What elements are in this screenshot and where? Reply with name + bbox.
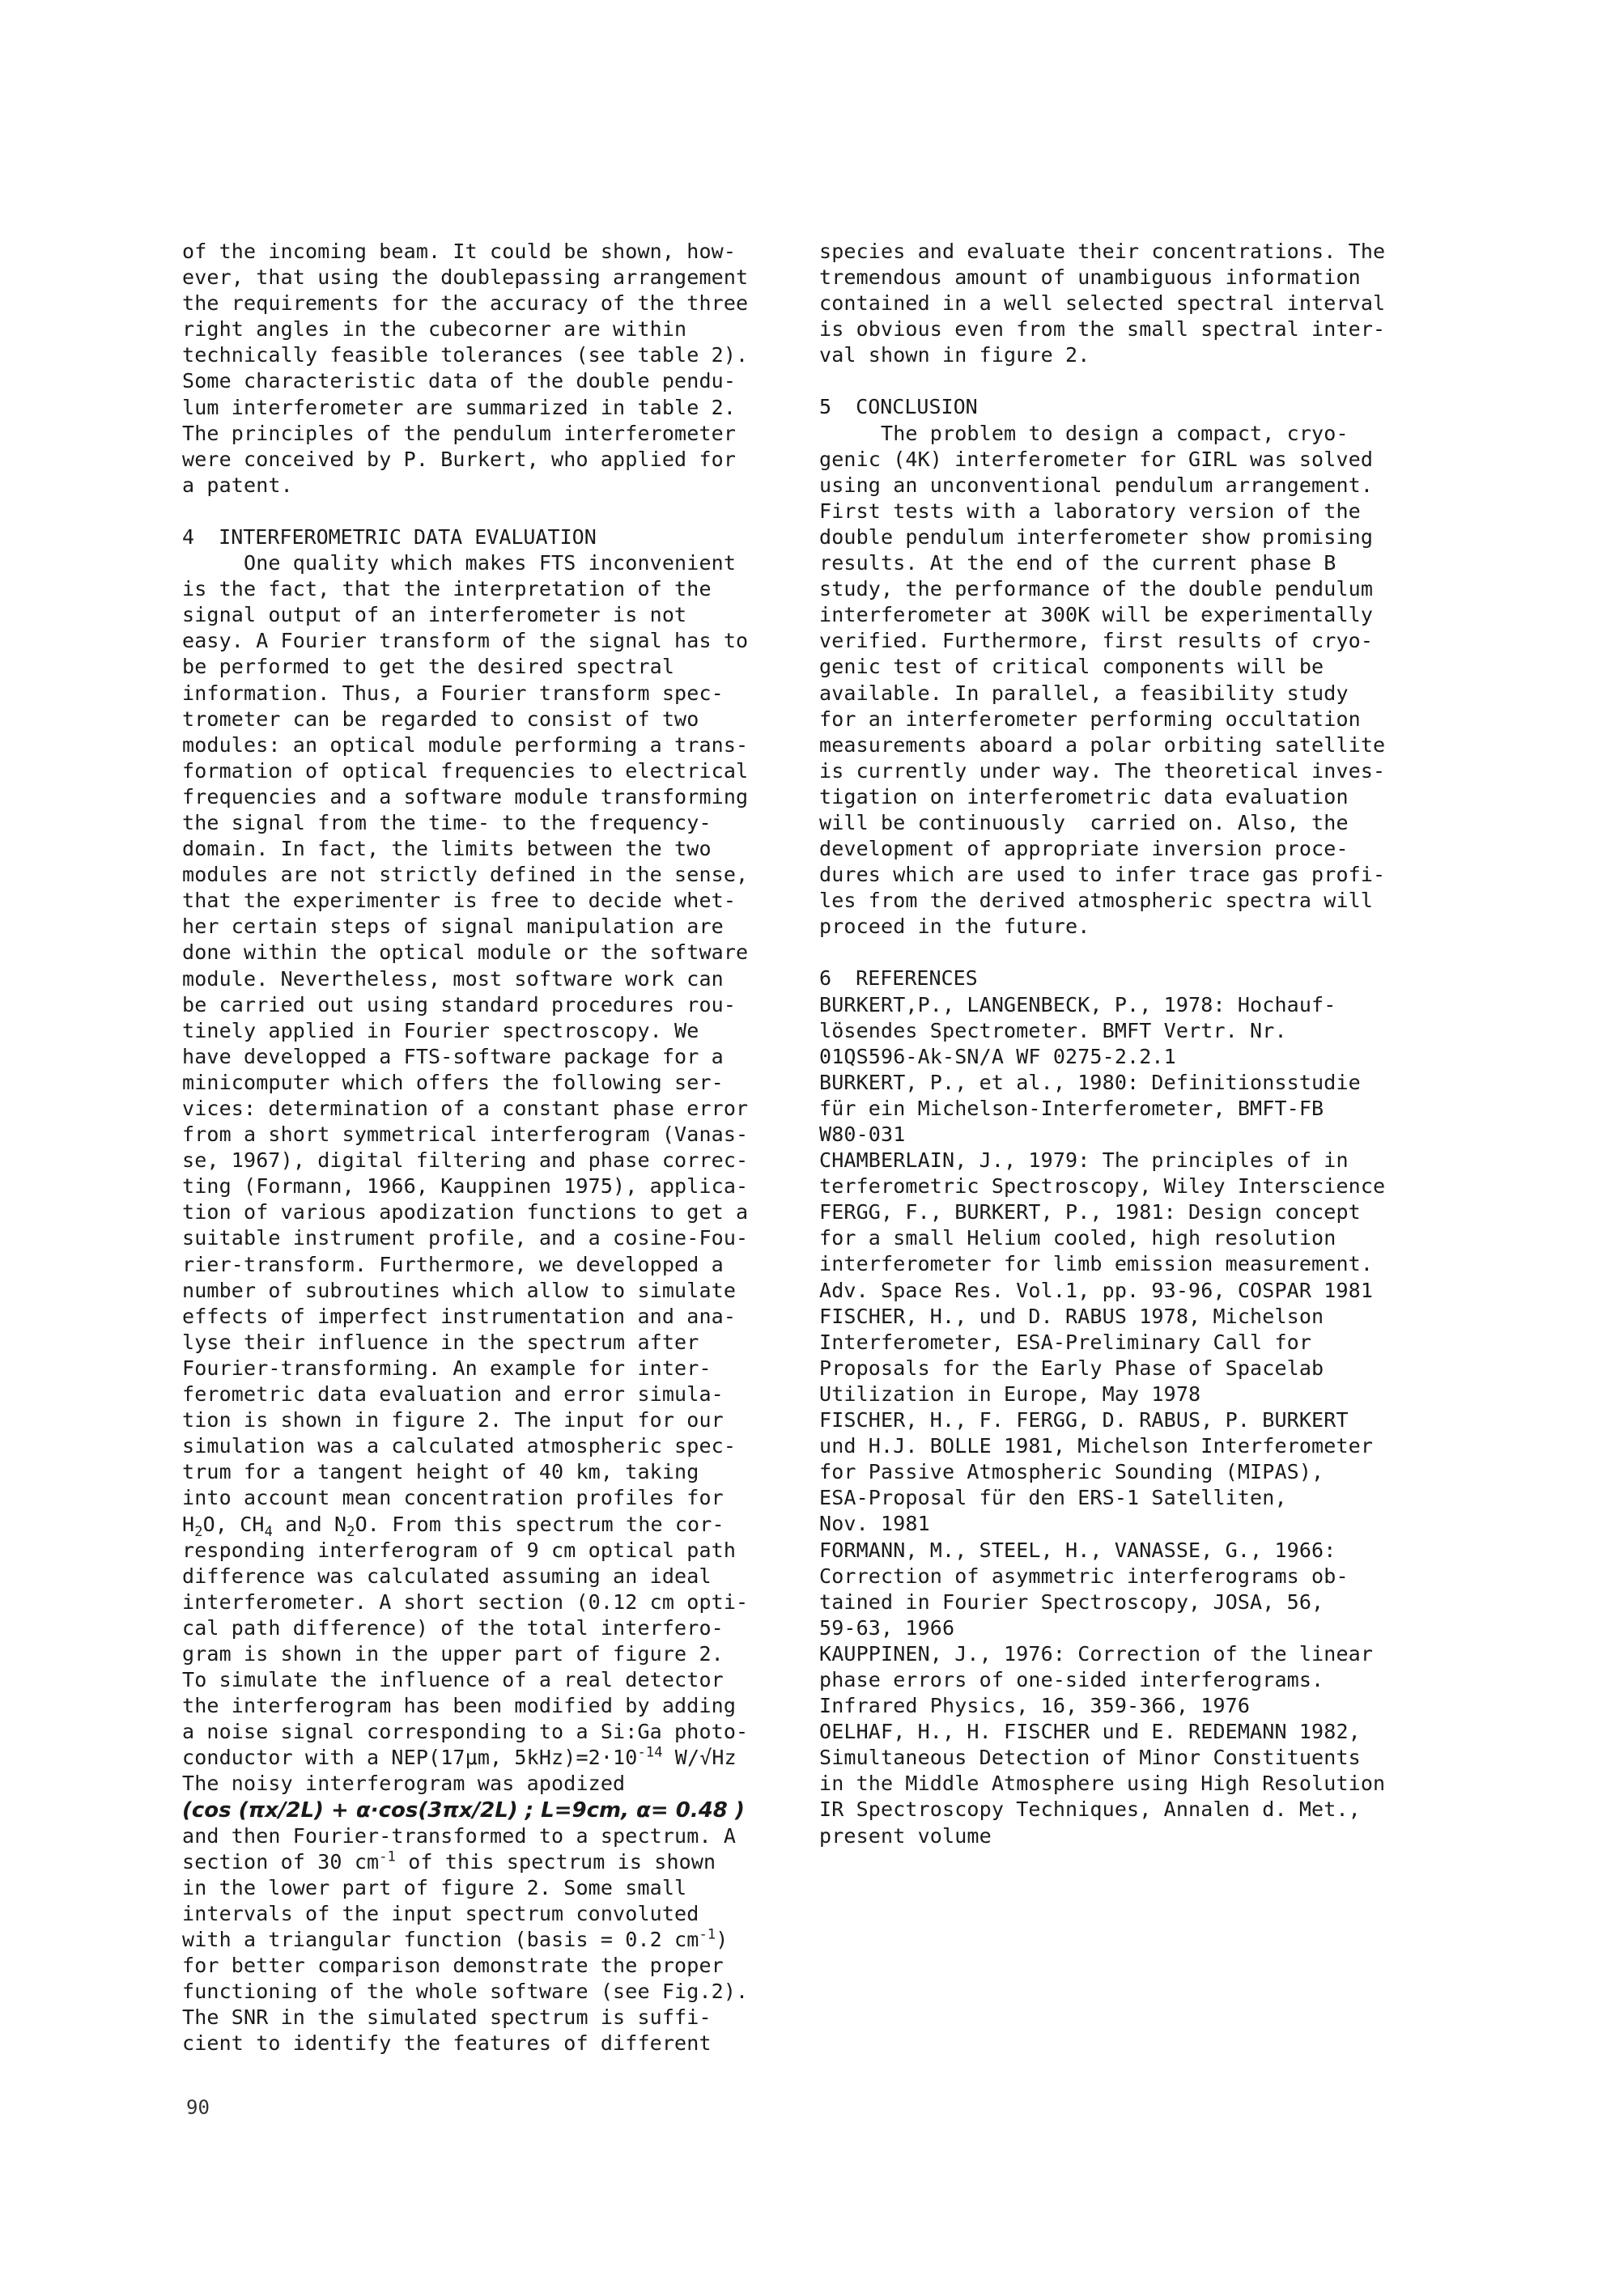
text-line: To simulate the influence of a real detector	[182, 1668, 724, 1692]
text-line: and then Fourier-transformed to a spectrum. A	[182, 1823, 737, 1848]
text-line: suitable instrument profile, and a cosine-Fou-	[182, 1226, 749, 1250]
reference-line: BURKERT,P., LANGENBECK, P., 1978: Hochauf-	[819, 992, 1336, 1016]
reference-line: in the Middle Atmosphere using High Resolution	[819, 1772, 1386, 1796]
reference-line: lösendes Spectrometer. BMFT Vertr. Nr.	[819, 1018, 1287, 1042]
text-line: dures which are used to infer trace gas profi-	[819, 863, 1386, 887]
section-4-body-e	[182, 1953, 780, 2056]
section-4-body-b	[182, 1538, 780, 1746]
text-line: study, the performance of the double pendulum	[819, 577, 1374, 601]
reference-line: present volume	[819, 1823, 992, 1848]
section-4-body-c	[182, 1823, 780, 1849]
reference-line: IR Spectroscopy Techniques, Annalen d. Met.,	[819, 1797, 1361, 1822]
text-line: modules are not strictly defined in the sense,	[182, 863, 749, 887]
text-line: cal path difference) of the total interfero-	[182, 1615, 724, 1640]
text-line: tremendous amount of unambiguous information	[819, 265, 1361, 290]
text-line: of the incoming beam. It could be shown, how-	[182, 240, 737, 263]
text-line: genic (4K) interferometer for GIRL was solved	[819, 447, 1374, 471]
text-line: be carried out using standard procedures rou-	[182, 992, 737, 1016]
text-line: tinely applied in Fourier spectroscopy. We	[182, 1018, 699, 1042]
text-line: from a short symmetrical interferogram (Vanas-	[182, 1123, 749, 1147]
reference-line: Correction of asymmetric interferograms ob-	[819, 1564, 1349, 1588]
section-6-heading: 6 REFERENCES	[819, 966, 978, 991]
reference-line: Proposals for the Early Phase of Spacelab	[819, 1356, 1324, 1380]
text-line: the requirements for the accuracy of the three	[182, 291, 749, 316]
reference-line: für ein Michelson-Interferometer, BMFT-FB	[819, 1096, 1324, 1120]
reference-line: Interferometer, ESA-Preliminary Call for	[819, 1330, 1312, 1354]
text-line: the signal from the time- to the frequency-	[182, 810, 712, 834]
text-line: domain. In fact, the limits between the two	[182, 837, 712, 861]
text-line: is obvious even from the small spectral inter-	[819, 317, 1386, 342]
text-line: se, 1967), digital filtering and phase correc-	[182, 1148, 749, 1173]
reference-line: Adv. Space Res. Vol.1, pp. 93-96, COSPAR 1981	[819, 1278, 1374, 1302]
text-line: in the lower part of figure 2. Some small	[182, 1875, 687, 1899]
conclusion-body	[819, 421, 1434, 940]
text-line: tion is shown in figure 2. The input for our	[182, 1408, 724, 1432]
text-line: frequencies and a software module transforming	[182, 784, 749, 808]
text-line: lyse their influence in the spectrum after	[182, 1330, 699, 1354]
text-line: The principles of the pendulum interferometer	[182, 421, 737, 445]
reference-line: W80-031	[819, 1123, 906, 1146]
page-number: 90	[186, 2096, 210, 2119]
text-line: simulation was a calculated atmospheric spec-	[182, 1434, 737, 1458]
text-line: intervals of the input spectrum convoluted	[182, 1901, 699, 1925]
text-line: double pendulum interferometer show promising	[819, 524, 1374, 549]
left-column	[182, 239, 780, 2056]
text-line: Some characteristic data of the double pendu-	[182, 369, 737, 393]
text-line: development of appropriate inversion proce-	[819, 837, 1349, 861]
text-line: interferometer at 300K will be experimentally	[819, 603, 1374, 627]
text-line: her certain steps of signal manipulation are	[182, 915, 724, 939]
text-line: measurements aboard a polar orbiting satellite	[819, 732, 1386, 757]
text-line: The problem to design a compact, cryo-	[819, 421, 1349, 445]
paragraph-continued-right	[819, 239, 1434, 368]
h2o-line: $H_2O$, $CH_4$ and $N_2O$. From this spectrum the cor-	[182, 1512, 725, 1540]
text-line: were conceived by P. Burkert, who applied for	[182, 447, 737, 471]
reference-line: CHAMBERLAIN, J., 1979: The principles of in	[819, 1148, 1349, 1173]
reference-line: 01QS596-Ak-SN/A WF 0275-2.2.1	[819, 1044, 1176, 1068]
text-line: minicomputer which offers the following ser-	[182, 1070, 724, 1094]
text-line: interferometer. A short section (0.12 cm opti-	[182, 1589, 749, 1614]
reference-line: und H.J. BOLLE 1981, Michelson Interferometer	[819, 1434, 1374, 1458]
text-line: les from the derived atmospheric spectra will	[819, 889, 1374, 913]
text-line: gram is shown in the upper part of figure 2.	[182, 1641, 724, 1666]
reference-line: Simultaneous Detection of Minor Constituents	[819, 1746, 1361, 1770]
text-line: ting (Formann, 1966, Kauppinen 1975), applica-	[182, 1174, 749, 1199]
text-line: lum interferometer are summarized in table 2.	[182, 395, 737, 419]
text-line: done within the optical module or the software	[182, 940, 749, 965]
text-line: module. Nevertheless, most software work can	[182, 966, 724, 991]
text-line: that the experimenter is free to decide whet-	[182, 889, 737, 913]
reference-line: KAUPPINEN, J., 1976: Correction of the linear	[819, 1641, 1374, 1666]
text-line: genic test of critical components will be	[819, 655, 1324, 679]
reference-line: ESA-Proposal für den ERS-1 Satelliten,	[819, 1486, 1287, 1510]
text-line: verified. Furthermore, first results of cryo-	[819, 629, 1374, 653]
section-4-body-a	[182, 550, 780, 1511]
text-line: Fourier-transforming. An example for inter-	[182, 1356, 712, 1380]
reference-line: for Passive Atmospheric Sounding (MIPAS),	[819, 1460, 1324, 1484]
text-line: is currently under way. The theoretical inves-	[819, 758, 1386, 783]
reference-line: Nov. 1981	[819, 1512, 930, 1536]
text-line: rier-transform. Furthermore, we developped a	[182, 1252, 724, 1276]
text-line: easy. A Fourier transform of the signal has to	[182, 629, 749, 653]
text-line: contained in a well selected spectral interval	[819, 291, 1386, 316]
text-line: for an interferometer performing occultation	[819, 707, 1361, 731]
text-line: vices: determination of a constant phase error	[182, 1097, 749, 1120]
reference-line: Infrared Physics, 16, 359-366, 1976	[819, 1694, 1251, 1718]
text-line: species and evaluate their concentrations. The	[819, 240, 1386, 263]
text-line: formation of optical frequencies to electrical	[182, 758, 749, 783]
text-line: First tests with a laboratory version of the	[819, 499, 1361, 523]
text-line: modules: an optical module performing a trans-	[182, 732, 749, 757]
section-line: section of 30 $cm^{-1}$ of this spectrum is shown	[182, 1848, 716, 1874]
reference-line: OELHAF, H., H. FISCHER und E. REDEMANN 1982,	[819, 1720, 1361, 1744]
reference-line: FISCHER, H., und D. RABUS 1978, Michelson	[819, 1304, 1324, 1328]
text-line: results. At the end of the current phase B	[819, 551, 1336, 575]
text-line: have developped a FTS-software package for a	[182, 1044, 724, 1068]
handwritten-formula: (cos (πx/2L) + α·cos(3πx/2L) ; L=9cm, α= 0.48 )	[182, 1797, 745, 1823]
reference-line: FERGG, F., BURKERT, P., 1981: Design concept	[819, 1200, 1361, 1224]
reference-line: terferometric Spectroscopy, Wiley Interscience	[819, 1174, 1386, 1199]
text-line: trum for a tangent height of 40 km, taking	[182, 1460, 699, 1484]
reference-line: 59-63, 1966	[819, 1615, 955, 1640]
reference-line: phase errors of one-sided interferograms.	[819, 1667, 1324, 1691]
reference-line: interferometer for limb emission measurement.	[819, 1252, 1374, 1276]
text-line: functioning of the whole software (see Fig.2).	[182, 1980, 749, 2004]
text-line: signal output of an interferometer is not	[182, 603, 687, 627]
text-line: cient to identify the features of different	[182, 2031, 712, 2056]
section-4-heading: 4 INTERFEROMETRIC DATA EVALUATION	[182, 524, 597, 549]
paragraph-continued	[182, 239, 780, 499]
text-line: ever, that using the doublepassing arrangement	[182, 265, 749, 290]
text-line: tigation on interferometric data evaluation	[819, 784, 1349, 808]
reference-line: FISCHER, H., F. FERGG, D. RABUS, P. BURKERT	[819, 1408, 1349, 1432]
references-list	[819, 992, 1434, 1849]
text-line: effects of imperfect instrumentation and ana-	[182, 1304, 737, 1328]
text-line: information. Thus, a Fourier transform spec-	[182, 681, 724, 705]
text-line: tion of various apodization functions to get a	[182, 1200, 749, 1224]
text-line: for better comparison demonstrate the proper	[182, 1954, 724, 1978]
reference-line: tained in Fourier Spectroscopy, JOSA, 56,	[819, 1589, 1324, 1614]
right-column	[819, 239, 1434, 1849]
text-line: number of subroutines which allow to simulate	[182, 1278, 737, 1302]
text-line: is the fact, that the interpretation of the	[182, 577, 712, 601]
text-line: difference was calculated assuming an ideal	[182, 1564, 712, 1588]
text-line: the interferogram has been modified by adding	[182, 1694, 737, 1718]
section-5-heading: 5 CONCLUSION	[819, 395, 978, 419]
text-line: trometer can be regarded to consist of two	[182, 707, 699, 731]
text-line: One quality which makes FTS inconvenient	[182, 551, 737, 575]
text-line: using an unconventional pendulum arrangement.	[819, 473, 1374, 497]
text-line: responding interferogram of 9 cm optical path	[182, 1538, 737, 1562]
text-line: will be continuously carried on. Also, the	[819, 810, 1349, 834]
reference-line: BURKERT, P., et al., 1980: Definitionsstudie	[819, 1070, 1361, 1094]
text-line: technically feasible tolerances (see table 2).	[182, 343, 749, 367]
reference-line: Utilization in Europe, May 1978	[819, 1381, 1201, 1406]
text-line: right angles in the cubecorner are within	[182, 317, 687, 342]
text-line: be performed to get the desired spectral	[182, 655, 675, 679]
text-line: into account mean concentration profiles for	[182, 1486, 724, 1510]
text-line: The SNR in the simulated spectrum is suffi-	[182, 2005, 712, 2030]
text-line: ferometric data evaluation and error simula-	[182, 1382, 724, 1407]
text-line: available. In parallel, a feasibility study	[819, 681, 1349, 705]
nep-line: conductor with a NEP(17μm, $5kHz)=2\cdot 10^{-14}$ W/√Hz	[182, 1745, 737, 1770]
text-line: val shown in figure 2.	[819, 343, 1090, 367]
text-line: a patent.	[182, 473, 293, 497]
text-line: proceed in the future.	[819, 915, 1090, 939]
triangular-line: with a triangular function (basis = 0.2 $cm^{-1}$)	[182, 1926, 729, 1951]
reference-line: for a small Helium cooled, high resolution	[819, 1226, 1336, 1250]
reference-line: FORMANN, M., STEEL, H., VANASSE, G., 1966:	[819, 1538, 1336, 1562]
apodized-line: The noisy interferogram was apodized	[182, 1772, 626, 1796]
text-line: a noise signal corresponding to a Si:Ga photo-	[182, 1720, 749, 1744]
section-4-body-d	[182, 1875, 780, 1927]
